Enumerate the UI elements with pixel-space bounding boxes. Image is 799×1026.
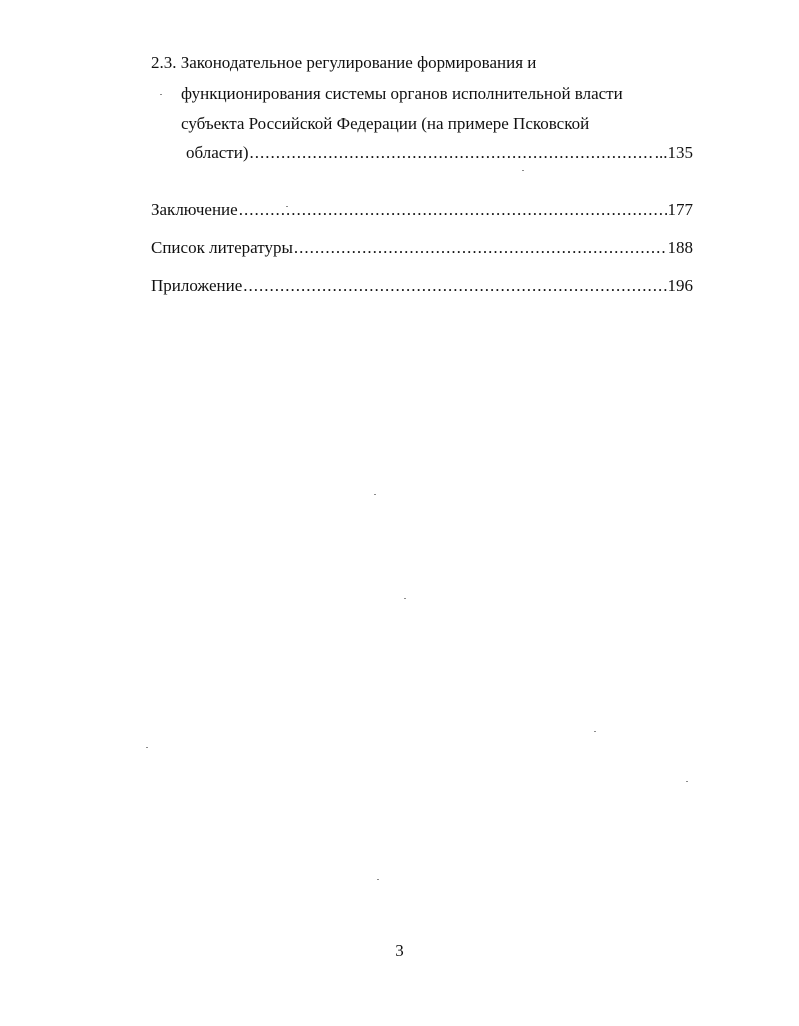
scan-speck (374, 494, 376, 495)
toc-section-2-3-line-3: субъекта Российской Федерации (на примере Псковской (181, 114, 590, 133)
toc-entry-page: ...135 (654, 143, 693, 162)
toc-entry-label: Заключение (151, 200, 238, 219)
scan-speck (286, 206, 288, 207)
dot-leader (239, 200, 667, 220)
toc-entry-page: 196 (667, 276, 693, 295)
toc-entry-label: Приложение (151, 276, 243, 295)
toc-entry-appendix (151, 276, 693, 296)
scan-speck (377, 879, 379, 880)
dot-leader (243, 276, 666, 296)
scan-speck (146, 747, 148, 748)
scan-speck (522, 170, 524, 171)
toc-section-2-3-line-2: функционирования системы органов исполнительной власти (181, 84, 623, 103)
toc-entry-label: области) (186, 143, 249, 162)
dot-leader (250, 143, 654, 163)
toc-entry-conclusion (151, 200, 693, 220)
toc-entry-page: 188 (667, 238, 693, 257)
toc-entry-page: 177 (667, 200, 693, 219)
scan-speck (594, 731, 596, 732)
toc-entry-bibliography (151, 238, 693, 258)
toc-section-2-3-line-4 (186, 143, 693, 163)
scan-speck (160, 94, 162, 95)
scan-speck (686, 781, 688, 782)
page-number: 3 (395, 941, 404, 960)
scan-speck (404, 598, 406, 599)
toc-section-2-3-line-1: 2.3. Законодательное регулирование формирования и (151, 53, 537, 72)
dot-leader (294, 238, 667, 258)
toc-entry-label: Список литературы (151, 238, 293, 257)
